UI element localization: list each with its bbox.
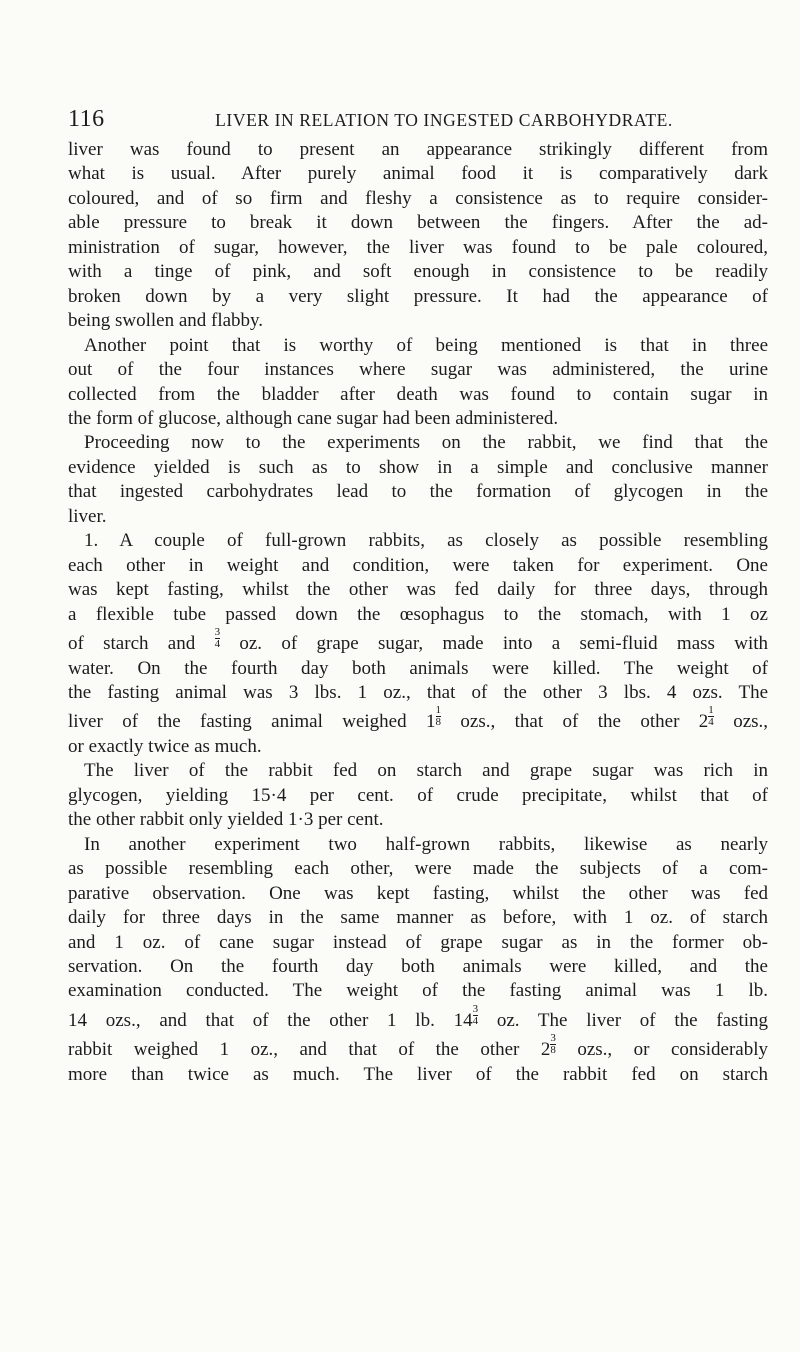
text-line: that ingested carbohydrates lead to the formation of glycogen in the (68, 481, 768, 503)
text-line-with-fraction (68, 1004, 768, 1033)
fraction-numerator: 1 (708, 704, 714, 717)
fraction-numerator: 1 (435, 704, 442, 717)
text-line: evidence yielded is such as to show in a simple and conclusive manner (68, 456, 768, 478)
text-line-with-fraction (68, 627, 768, 656)
text-line: 1. A couple of full-grown rabbits, as closely as possible resembling (84, 530, 768, 552)
text-line: parative observation. One was kept fasting, whilst the other was fed (68, 882, 768, 904)
text-line: with a tinge of pink, and soft enough in consistence to be readily (68, 261, 768, 283)
text-line: able pressure to break it down between the fingers. After the ad- (68, 212, 768, 234)
fraction-denominator: 8 (550, 1044, 556, 1057)
line-segment: of starch and (68, 633, 196, 655)
text-line-with-fraction (68, 705, 768, 734)
fraction-numerator: 3 (550, 1032, 556, 1045)
text-line: a flexible tube passed down the œsophagus to the stomach, with 1 oz (68, 603, 768, 625)
text-line: being swollen and flabby. (68, 310, 264, 332)
page-header (68, 106, 768, 136)
text-line: liver was found to present an appearance strikingly different from (68, 139, 768, 160)
text-line: more than twice as much. The liver of the rabbit fed on starch (68, 1063, 768, 1085)
line-segment: oz. of grape sugar, made into a semi-fluid mass with (239, 633, 769, 655)
text-line: out of the four instances where sugar was administered, the urine (68, 359, 768, 381)
text-line: daily for three days in the same manner as before, with 1 oz. of starch (68, 907, 768, 929)
line-segment: 14 ozs., and that of the other 1 lb. 14 (68, 1009, 473, 1031)
fraction (708, 705, 714, 728)
text-line: water. On the fourth day both animals were killed. The weight of (68, 657, 768, 679)
text-line: collected from the bladder after death was found to contain sugar in (68, 383, 768, 405)
line-segment: ozs., or considerably (577, 1039, 769, 1061)
fraction (550, 1033, 556, 1056)
line-segment: ozs., that of the other 2 (460, 711, 709, 733)
text-line: servation. On the fourth day both animals were killed, and the (68, 955, 768, 977)
fraction (215, 627, 221, 650)
fraction-denominator: 4 (214, 638, 221, 651)
text-line: glycogen, yielding 15·4 per cent. of crude precipitate, whilst that of (68, 784, 768, 806)
fraction-numerator: 3 (214, 626, 221, 639)
line-segment: rabbit weighed 1 oz., and that of the other 2 (68, 1039, 551, 1061)
line-segment: oz. The liver of the fasting (496, 1009, 769, 1031)
text-line: The liver of the rabbit fed on starch and grape sugar was rich in (84, 760, 768, 782)
line-segment: ozs., (733, 711, 769, 733)
text-line: liver. (68, 505, 107, 527)
fraction (436, 705, 442, 728)
text-line: broken down by a very slight pressure. It had the appearance of (68, 285, 768, 307)
text-line: the form of glucose, although cane sugar had been administered. (68, 407, 559, 429)
text-line: what is usual. After purely animal food it is comparatively dark (68, 163, 768, 185)
fraction (473, 1004, 479, 1027)
text-line: the other rabbit only yielded 1·3 per cent. (68, 809, 384, 831)
running-head: LIVER IN RELATION TO INGESTED CARBOHYDRATE. (215, 110, 673, 130)
text-line: Proceeding now to the experiments on the rabbit, we find that the (84, 432, 768, 454)
text-line: In another experiment two half-grown rabbits, likewise as nearly (84, 833, 768, 855)
fraction-numerator: 3 (472, 1002, 479, 1015)
text-line-with-fraction (68, 1033, 768, 1062)
text-line: was kept fasting, whilst the other was fed daily for three days, through (68, 579, 768, 601)
body-text (68, 138, 768, 1087)
text-line: each other in weight and condition, were taken for experiment. One (68, 554, 768, 576)
text-line: coloured, and of so firm and fleshy a consistence as to require consider- (68, 187, 768, 209)
page-number: 116 (68, 106, 105, 132)
fraction-denominator: 8 (435, 716, 442, 729)
text-line: or exactly twice as much. (68, 735, 262, 757)
text-line: and 1 oz. of cane sugar instead of grape sugar as in the former ob- (68, 931, 768, 953)
fraction-denominator: 4 (472, 1014, 479, 1027)
text-line: examination conducted. The weight of the fasting animal was 1 lb. (68, 980, 768, 1002)
text-line: ministration of sugar, however, the liver was found to be pale coloured, (68, 236, 768, 258)
text-line: the fasting animal was 3 lbs. 1 oz., that of the other 3 lbs. 4 ozs. The (68, 681, 768, 703)
fraction-denominator: 4 (708, 716, 714, 729)
line-segment: liver of the fasting animal weighed 1 (68, 711, 436, 733)
text-line: Another point that is worthy of being mentioned is that in three (84, 334, 768, 356)
text-line: as possible resembling each other, were made the subjects of a com- (68, 858, 768, 880)
